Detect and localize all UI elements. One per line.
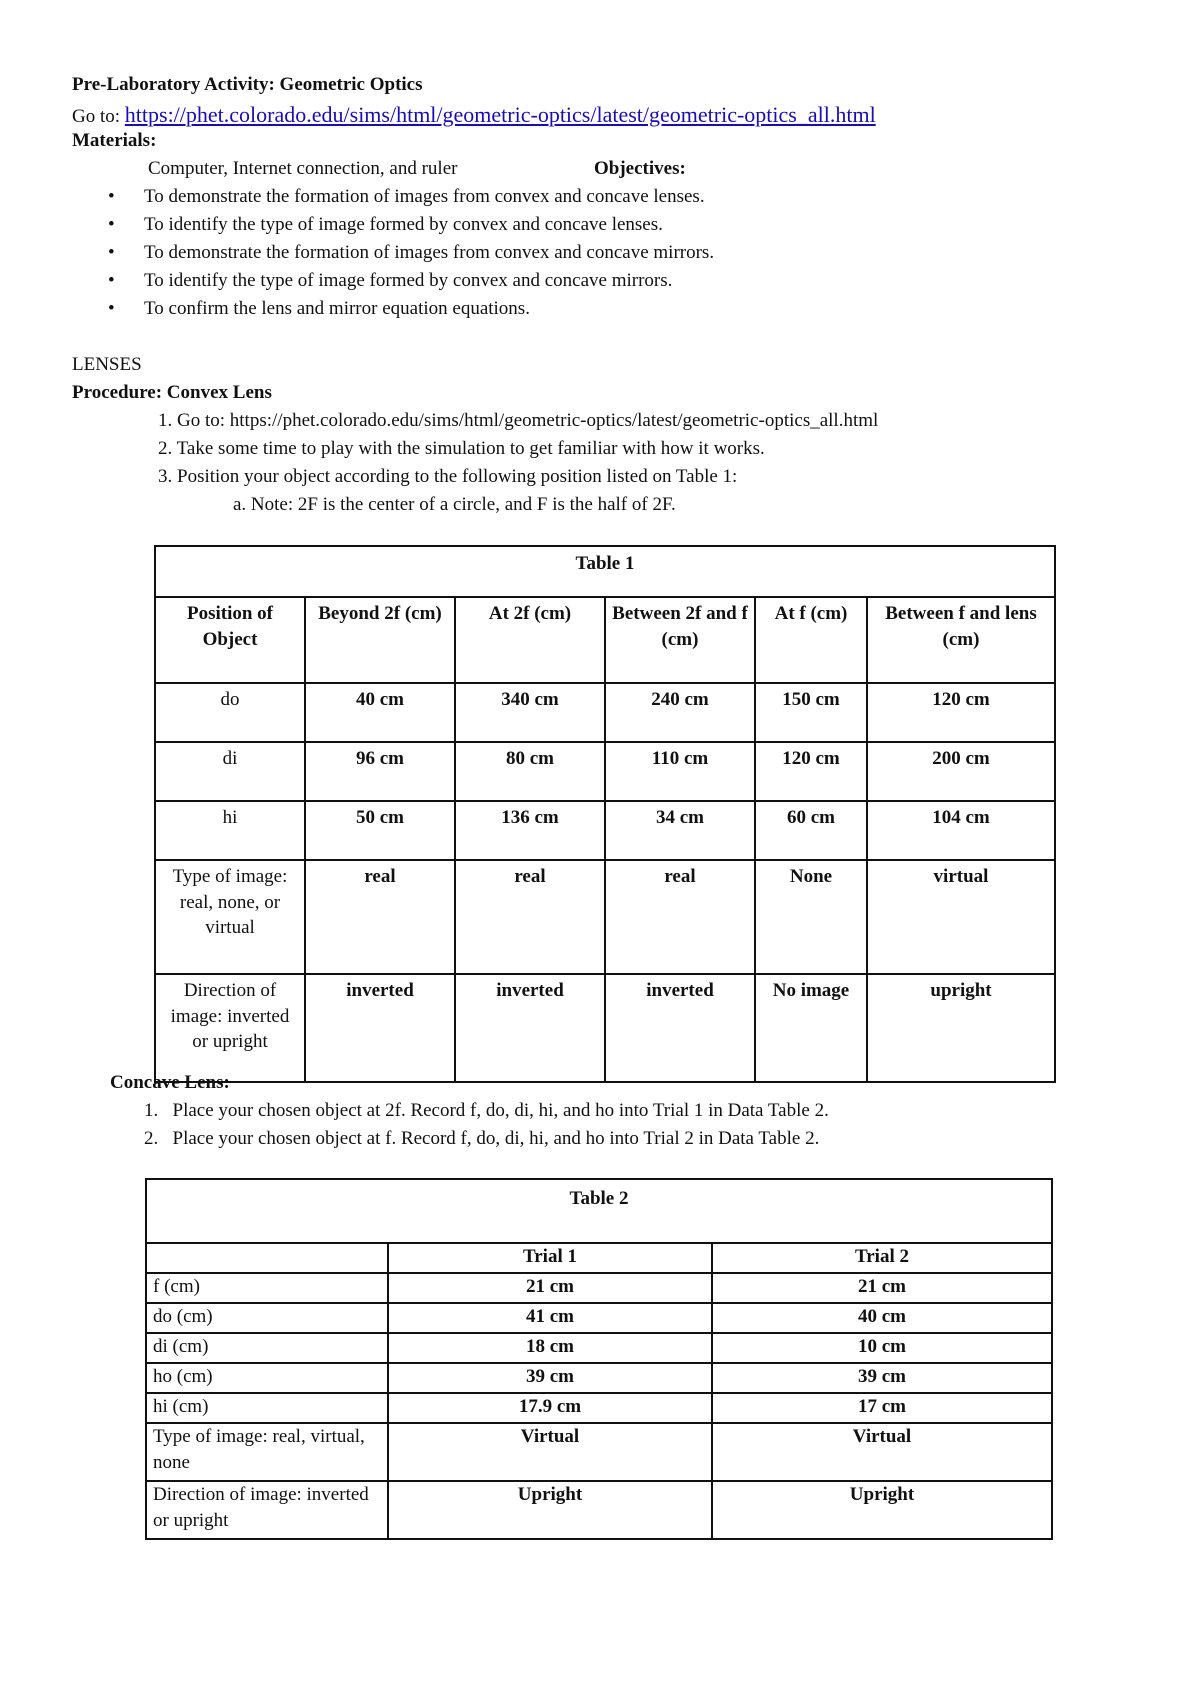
row-label: do (cm) xyxy=(146,1303,388,1333)
materials-row xyxy=(148,156,1072,184)
table-cell: 96 cm xyxy=(305,742,455,801)
table-1 xyxy=(154,545,1056,1083)
table-cell: 50 cm xyxy=(305,801,455,860)
table-cell: 150 cm xyxy=(755,683,867,742)
objective-item xyxy=(72,268,1072,296)
table-row xyxy=(146,1423,1052,1481)
goto-prefix: Go to: xyxy=(72,106,125,127)
row-label: do xyxy=(155,683,305,742)
table-cell: 200 cm xyxy=(867,742,1055,801)
table-cell: upright xyxy=(867,974,1055,1082)
row-label: hi xyxy=(155,801,305,860)
bullet-icon: • xyxy=(108,298,115,319)
table-cell: 340 cm xyxy=(455,683,605,742)
table-row xyxy=(146,1273,1052,1303)
table-row xyxy=(146,1333,1052,1363)
table-cell: 40 cm xyxy=(712,1303,1052,1333)
row-label: di (cm) xyxy=(146,1333,388,1363)
table-cell: 120 cm xyxy=(755,742,867,801)
table-header-row xyxy=(155,597,1055,683)
table-cell: Upright xyxy=(388,1481,712,1539)
goto-line xyxy=(72,100,1072,128)
document-page xyxy=(72,72,1072,520)
table-cell: 80 cm xyxy=(455,742,605,801)
table-cell: inverted xyxy=(305,974,455,1082)
table-cell: 17 cm xyxy=(712,1393,1052,1423)
objective-item xyxy=(72,184,1072,212)
convex-substep: a. Note: 2F is the center of a circle, and F is the half of 2F. xyxy=(233,494,676,515)
column-header: Trial 2 xyxy=(712,1243,1052,1273)
row-label: Type of image: real, virtual, none xyxy=(146,1423,388,1481)
table-row xyxy=(155,683,1055,742)
objective-text: To demonstrate the formation of images from convex and concave lenses. xyxy=(144,186,705,207)
objective-item xyxy=(72,212,1072,240)
table-cell: 240 cm xyxy=(605,683,755,742)
table-cell: 17.9 cm xyxy=(388,1393,712,1423)
convex-steps xyxy=(72,408,1072,520)
table-row xyxy=(146,1303,1052,1333)
concave-lens-title: Concave Lens: xyxy=(110,1072,230,1093)
bullet-icon: • xyxy=(108,270,115,291)
column-header: At f (cm) xyxy=(755,597,867,683)
concave-step: 2. Place your chosen object at f. Record f, do, di, hi, and ho into Trial 2 in Data Table 2. xyxy=(144,1128,820,1149)
table-header-row xyxy=(146,1243,1052,1273)
table-cell: inverted xyxy=(605,974,755,1082)
table-row xyxy=(155,974,1055,1082)
column-header: Beyond 2f (cm) xyxy=(305,597,455,683)
lenses-heading: LENSES xyxy=(72,354,142,375)
table-cell: 41 cm xyxy=(388,1303,712,1333)
table-cell: 34 cm xyxy=(605,801,755,860)
page-title: Pre-Laboratory Activity: Geometric Optics xyxy=(72,74,423,95)
table-row xyxy=(146,1481,1052,1539)
table-cell: 21 cm xyxy=(388,1273,712,1303)
table-cell: real xyxy=(305,860,455,974)
row-label: Direction of image: inverted or upright xyxy=(155,974,305,1082)
table-cell: 39 cm xyxy=(388,1363,712,1393)
table-row xyxy=(155,742,1055,801)
convex-step: 2. Take some time to play with the simulation to get familiar with how it works. xyxy=(158,438,765,459)
table-cell: Virtual xyxy=(712,1423,1052,1481)
row-label: Direction of image: inverted or upright xyxy=(146,1481,388,1539)
table-row xyxy=(155,801,1055,860)
materials-items: Computer, Internet connection, and ruler xyxy=(148,158,458,179)
table-cell: 40 cm xyxy=(305,683,455,742)
row-label: f (cm) xyxy=(146,1273,388,1303)
bullet-icon: • xyxy=(108,186,115,207)
bullet-icon: • xyxy=(108,214,115,235)
simulation-link[interactable]: https://phet.colorado.edu/sims/html/geometric-optics/latest/geometric-optics_all.html xyxy=(124,102,876,127)
objective-text: To identify the type of image formed by convex and concave mirrors. xyxy=(144,270,673,291)
concave-step: 1. Place your chosen object at 2f. Record f, do, di, hi, and ho into Trial 1 in Data Table 2. xyxy=(144,1100,829,1121)
table-row xyxy=(146,1363,1052,1393)
objective-text: To identify the type of image formed by convex and concave lenses. xyxy=(144,214,663,235)
column-header: Trial 1 xyxy=(388,1243,712,1273)
objectives-list xyxy=(72,184,1072,324)
row-label: hi (cm) xyxy=(146,1393,388,1423)
table-cell: Upright xyxy=(712,1481,1052,1539)
table-cell: Virtual xyxy=(388,1423,712,1481)
column-header: Position of Object xyxy=(155,597,305,683)
bullet-icon: • xyxy=(108,242,115,263)
table-cell: No image xyxy=(755,974,867,1082)
table-cell: 21 cm xyxy=(712,1273,1052,1303)
table-cell: 104 cm xyxy=(867,801,1055,860)
table-cell: 60 cm xyxy=(755,801,867,860)
table-1-caption: Table 1 xyxy=(155,546,1055,597)
table-cell: 110 cm xyxy=(605,742,755,801)
column-header: Between 2f and f (cm) xyxy=(605,597,755,683)
table-2-caption: Table 2 xyxy=(146,1179,1052,1243)
materials-label: Materials: xyxy=(72,130,157,151)
table-cell: 39 cm xyxy=(712,1363,1052,1393)
table-cell: virtual xyxy=(867,860,1055,974)
convex-step: 3. Position your object according to the following position listed on Table 1: xyxy=(158,466,738,487)
table-row xyxy=(146,1393,1052,1423)
concave-steps xyxy=(144,1098,829,1154)
table-cell: 18 cm xyxy=(388,1333,712,1363)
objective-item xyxy=(72,296,1072,324)
procedure-convex-title: Procedure: Convex Lens xyxy=(72,382,272,403)
objective-text: To confirm the lens and mirror equation equations. xyxy=(144,298,530,319)
table-cell: 136 cm xyxy=(455,801,605,860)
convex-step: 1. Go to: https://phet.colorado.edu/sims/html/geometric-optics/latest/geometric-optics_all.html xyxy=(158,410,879,431)
table-cell: None xyxy=(755,860,867,974)
table-row xyxy=(155,860,1055,974)
objective-item xyxy=(72,240,1072,268)
table-cell: real xyxy=(605,860,755,974)
objectives-label: Objectives: xyxy=(594,158,686,179)
table-2 xyxy=(145,1178,1053,1540)
table-cell: real xyxy=(455,860,605,974)
column-header: At 2f (cm) xyxy=(455,597,605,683)
table-cell: 10 cm xyxy=(712,1333,1052,1363)
table-cell: 120 cm xyxy=(867,683,1055,742)
column-header: Between f and lens (cm) xyxy=(867,597,1055,683)
row-label: di xyxy=(155,742,305,801)
objective-text: To demonstrate the formation of images from convex and concave mirrors. xyxy=(144,242,715,263)
row-label: Type of image: real, none, or virtual xyxy=(155,860,305,974)
column-header xyxy=(146,1243,388,1273)
row-label: ho (cm) xyxy=(146,1363,388,1393)
table-cell: inverted xyxy=(455,974,605,1082)
